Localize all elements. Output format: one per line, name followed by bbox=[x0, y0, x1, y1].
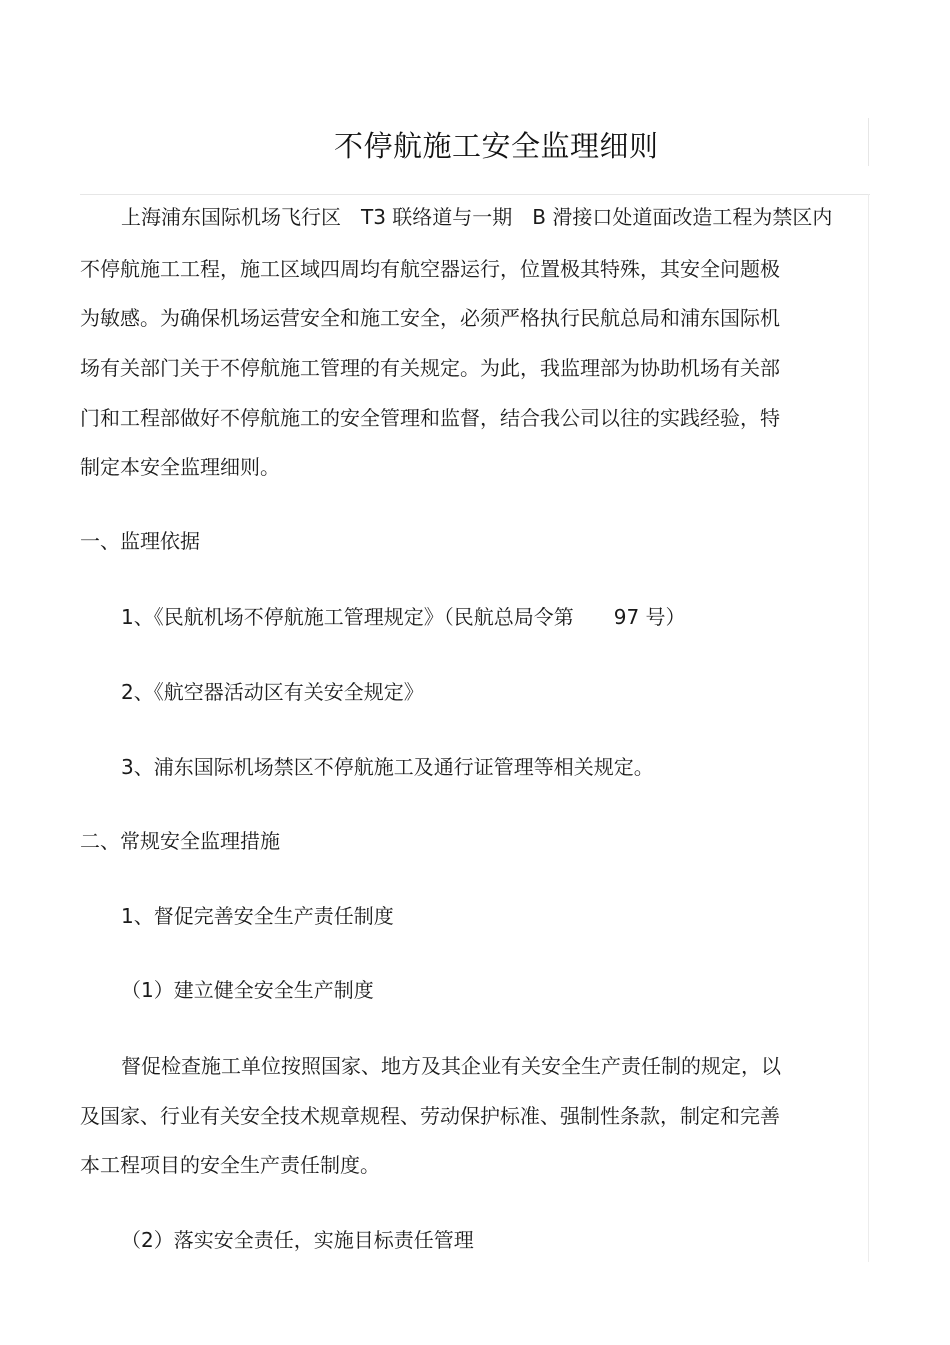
section-heading: 二、常规安全监理措施 bbox=[80, 829, 280, 853]
margin-rule bbox=[868, 194, 869, 1262]
subsection-heading: 1、督促完善安全生产责任制度 bbox=[121, 904, 394, 928]
page-title: 不停航施工安全监理细则 bbox=[334, 129, 659, 163]
intro-line: 为敏感。为确保机场运营安全和施工安全，必须严格执行民航总局和浦东国际机 bbox=[80, 306, 780, 330]
list-item: 3、浦东国际机场禁区不停航施工及通行证管理等相关规定。 bbox=[121, 755, 654, 779]
paragraph-line: 及国家、行业有关安全技术规章规程、劳动保护标准、强制性条款，制定和完善 bbox=[80, 1104, 780, 1128]
section-heading: 一、监理依据 bbox=[80, 529, 200, 553]
intro-line: 制定本安全监理细则。 bbox=[80, 455, 280, 479]
paragraph-line: 本工程项目的安全生产责任制度。 bbox=[80, 1153, 380, 1177]
list-item: 1、《民航机场不停航施工管理规定》（民航总局令第 97 号） bbox=[121, 605, 686, 629]
margin-rule bbox=[868, 118, 869, 166]
intro-line: 上海浦东国际机场飞行区 T3 联络道与一期 B 滑接口处道面改造工程为禁区内 bbox=[121, 205, 833, 229]
paragraph-line: 督促检查施工单位按照国家、地方及其企业有关安全生产责任制的规定，以 bbox=[121, 1054, 781, 1078]
intro-line: 不停航施工工程，施工区域四周均有航空器运行，位置极其特殊，其安全问题极 bbox=[80, 257, 780, 281]
intro-line: 门和工程部做好不停航施工的安全管理和监督，结合我公司以往的实践经验，特 bbox=[80, 406, 780, 430]
subsection-heading: （2）落实安全责任，实施目标责任管理 bbox=[121, 1228, 474, 1252]
intro-line: 场有关部门关于不停航施工管理的有关规定。为此，我监理部为协助机场有关部 bbox=[80, 356, 780, 380]
list-item: 2、《航空器活动区有关安全规定》 bbox=[121, 680, 424, 704]
subsection-heading: （1）建立健全安全生产制度 bbox=[121, 978, 374, 1002]
header-rule bbox=[80, 194, 870, 195]
